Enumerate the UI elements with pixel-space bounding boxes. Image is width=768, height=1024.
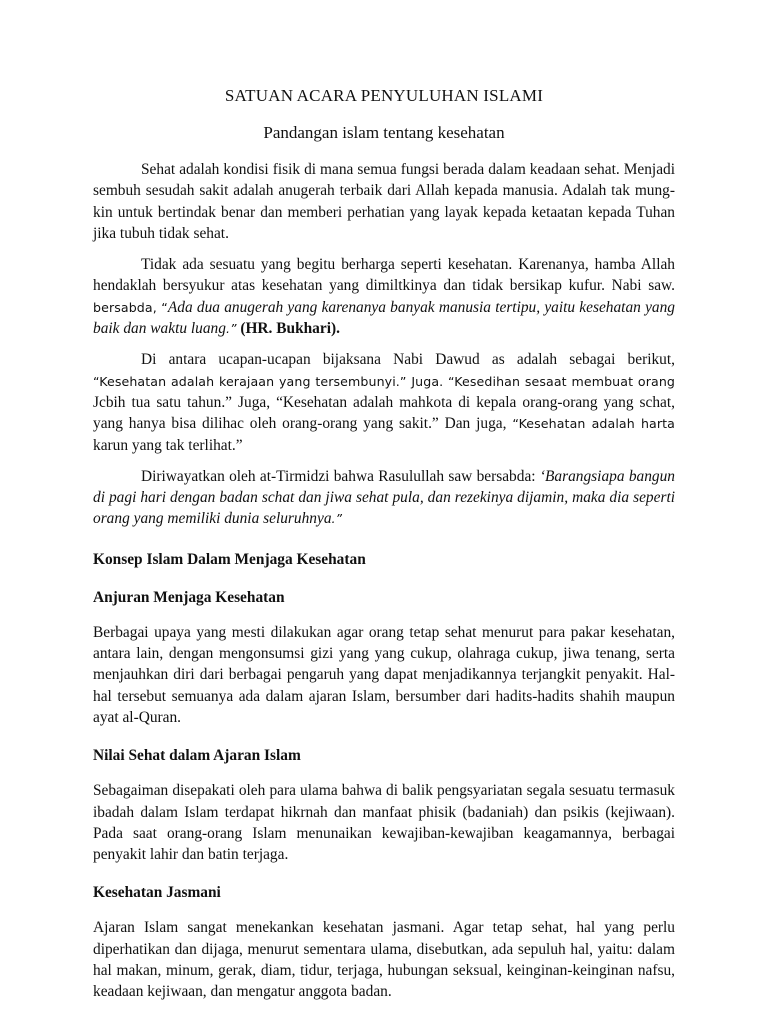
paragraph-2-text: Tidak ada sesuatu yang begitu berharga seperti kesehatan. Karenanya, hamba Allah hendaklah bersyukur atas kesehatan yang dimiltkinya dan tidak bersikap kufur. Nabi saw.: [93, 256, 675, 295]
heading-anjuran: Anjuran Menjaga Kesehatan: [93, 588, 285, 606]
paragraph-3-quote-3: “Kesehatan adalah harta: [512, 416, 675, 432]
paragraph-4-quote-close: .”: [331, 511, 343, 527]
paragraph-4-quote: ‘Barangsiapa bangun di pagi hari dengan badan schat dan jiwa sehat pula, dan rezekinya dijamin, maka dia seperti orang yang memiliki dunia seluruhnya: [93, 467, 676, 528]
paragraph-4: [93, 466, 675, 530]
paragraph-6: Sebagaiman disepakati oleh para ulama bahwa di balik pengsyariatan segala sesuatu termasuk ibadah dalam Islam terdapat hikrnah dan manfaat phisik (badaniah) dan psikis (kejiwaan). Pada saat orang-orang Islam menunaikan kewajiban-kewajiban keagamannya, berbagai penyakit lahir dan batin terjaga.: [93, 782, 675, 864]
paragraph-3: [93, 349, 675, 455]
heading-konsep-islam: Konsep Islam Dalam Menjaga Kesehatan: [93, 550, 366, 568]
paragraph-2-bersabda: bersabda, “: [93, 299, 168, 315]
paragraph-2-quote: Ada dua anugerah yang karenanya banyak manusia tertipu, yaitu kesehatan yang baik dan waktu luang: [93, 298, 675, 338]
paragraph-2-quote-close: .”: [225, 321, 237, 337]
paragraph-7: Ajaran Islam sangat menekankan kesehatan jasmani. Agar tetap sehat, hal yang perlu diperhatikan dan dijaga, menurut sementara ulama, disebutkan, ada sepuluh hal, yaitu: dalam hal makan, minum, gerak, diam, tidur, terjaga, hubungan seksual, keinginan-keinginan nafsu, keadaan kejiwaan, dan mengatur anggota badan.: [93, 919, 675, 1001]
paragraph-1: Sehat adalah kondisi fisik di mana semua fungsi berada dalam keadaan sehat. Menjadi sembuh sesudah sakit adalah anugerah terbaik dari Allah kepada manusia. Adalah tak mung-kin untuk bertindak benar dan memberi perhatian yang layak kepada ketaatan kepada Tuhan jika tubuh tidak sehat.: [93, 161, 675, 242]
paragraph-3-quote-2: “Kesedihan sesaat membuat orang: [443, 373, 675, 389]
paragraph-3-mid: Jcbih tua satu tahun.” Juga, “Kesehatan adalah mahkota di kepala orang-orang yang schat, yang hanya bisa dilihac oleh orang-orang yang sakit.” Dan juga,: [93, 393, 675, 433]
paragraph-2-source: (HR. Bukhari).: [236, 320, 340, 338]
paragraph-3-quote-1: “Kesehatan adalah kerajaan yang tersembunyi.” Juga.: [93, 373, 444, 389]
heading-nilai-sehat: Nilai Sehat dalam Ajaran Islam: [93, 747, 301, 765]
paragraph-2: [93, 254, 675, 339]
paragraph-4-lead: Diriwayatkan oleh at-Tirmidzi bahwa Rasulullah saw bersabda:: [141, 467, 540, 485]
paragraph-3-tail: karun yang tak terlihat.”: [93, 436, 243, 454]
document-title: SATUAN ACARA PENYULUHAN ISLAMI: [224, 86, 544, 105]
paragraph-3-lead: Di antara ucapan-ucapan bijaksana Nabi Dawud as adalah sebagai berikut,: [141, 351, 675, 369]
paragraph-5: Berbagai upaya yang mesti dilakukan agar orang tetap sehat menurut para pakar kesehatan, antara lain, dengan mengonsumsi gizi yang yang cukup, olahraga cukup, jiwa tenang, serta menjauhkan diri dari berbagai pengaruh yang dapat menjadikannya terjangkit penyakit. Hal-hal tersebut semuanya ada dalam ajaran Islam, bersumber dari hadits-hadits shahih maupun ayat al-Quran.: [93, 623, 675, 726]
document-subtitle: Pandangan islam tentang kesehatan: [263, 123, 505, 142]
heading-kesehatan-jasmani: Kesehatan Jasmani: [93, 884, 221, 902]
